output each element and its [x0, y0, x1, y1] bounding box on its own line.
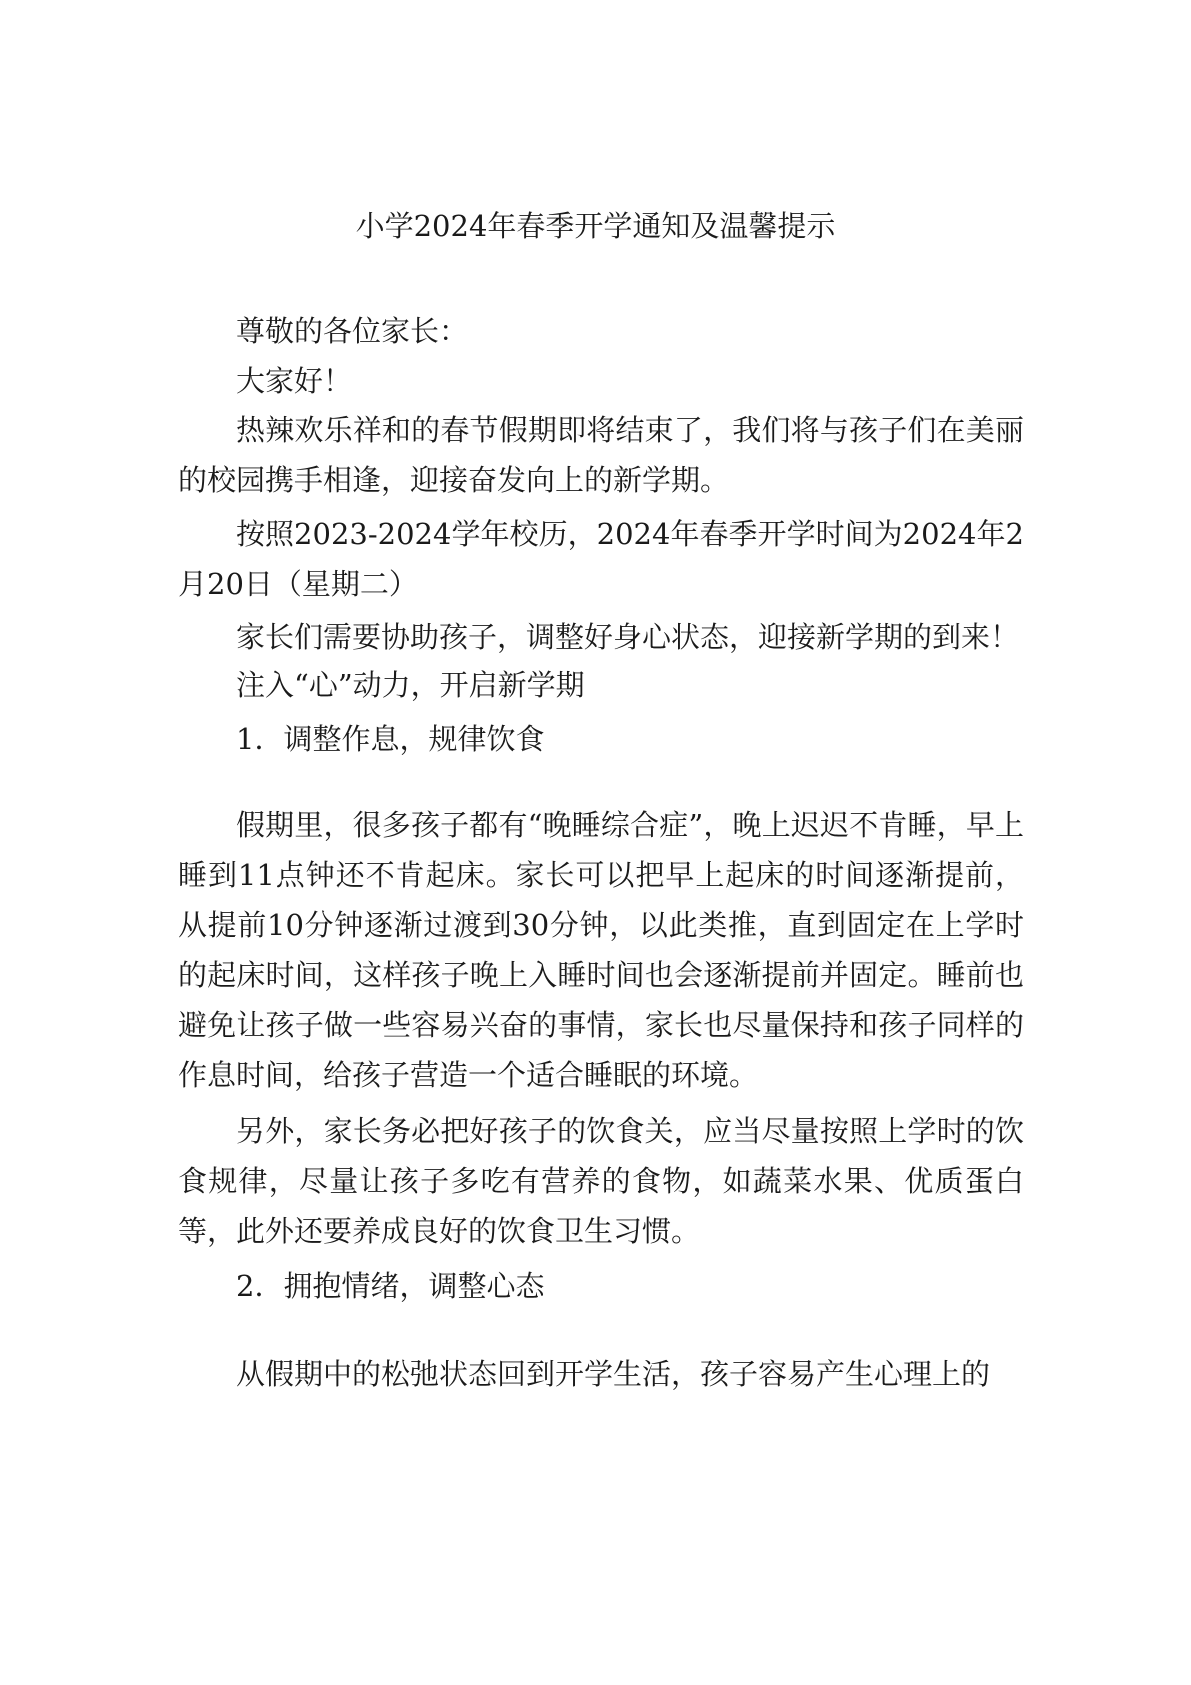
paragraph-salutation — [178, 306, 1024, 356]
diet-text: 另外，家长务必把好孩子的饮食关，应当尽量按照上学时的饮食规律，尽量让孩子多吃有营养的食物，如蔬菜水果、优质蛋白等，此外还要养成良好的饮食卫生习惯。 — [178, 1114, 1024, 1248]
paragraph-heading-main — [178, 660, 1024, 710]
greeting-text: 大家好！ — [236, 364, 353, 398]
heading-main-text: 注入“心”动力，开启新学期 — [236, 668, 585, 702]
paragraph-parents — [178, 612, 1024, 662]
schedule-text: 按照2023-2024学年校历，2024年春季开学时间为2024年2月20日（星期二） — [178, 517, 1024, 601]
paragraph-diet — [178, 1106, 1024, 1256]
intro-text: 热辣欢乐祥和的春节假期即将结束了，我们将与孩子们在美丽的校园携手相逢，迎接奋发向上的新学期。 — [178, 413, 1024, 497]
section-heading-2-text: 2．拥抱情绪，调整心态 — [236, 1269, 545, 1303]
salutation-text: 尊敬的各位家长： — [236, 314, 469, 348]
document-title: 小学2024年春季开学通知及温馨提示 — [355, 209, 836, 243]
section-heading-1-text: 1．调整作息，规律饮食 — [236, 722, 545, 756]
section-heading-1 — [178, 714, 1024, 764]
parents-text: 家长们需要协助孩子，调整好身心状态，迎接新学期的到来！ — [236, 620, 1020, 654]
paragraph-mood — [178, 1349, 1024, 1399]
paragraph-greeting — [178, 356, 1024, 406]
sleep-text: 假期里，很多孩子都有“晚睡综合症”，晚上迟迟不肯睡，早上睡到11点钟还不肯起床。家长可以把早上起床的时间逐渐提前，从提前10分钟逐渐过渡到30分钟，以此类推，直到固定在上学时的起床时间，这样孩子晚上入睡时间也会逐渐提前并固定。睡前也避免让孩子做一些容易兴奋的事情，家长也尽量保持和孩子同样的作息时间，给孩子营造一个适合睡眠的环境。 — [178, 808, 1024, 1092]
section-heading-2 — [178, 1261, 1024, 1311]
paragraph-schedule — [178, 509, 1024, 609]
paragraph-sleep — [178, 800, 1024, 1100]
paragraph-intro — [178, 405, 1024, 505]
mood-text: 从假期中的松弛状态回到开学生活，孩子容易产生心理上的 — [236, 1357, 991, 1391]
